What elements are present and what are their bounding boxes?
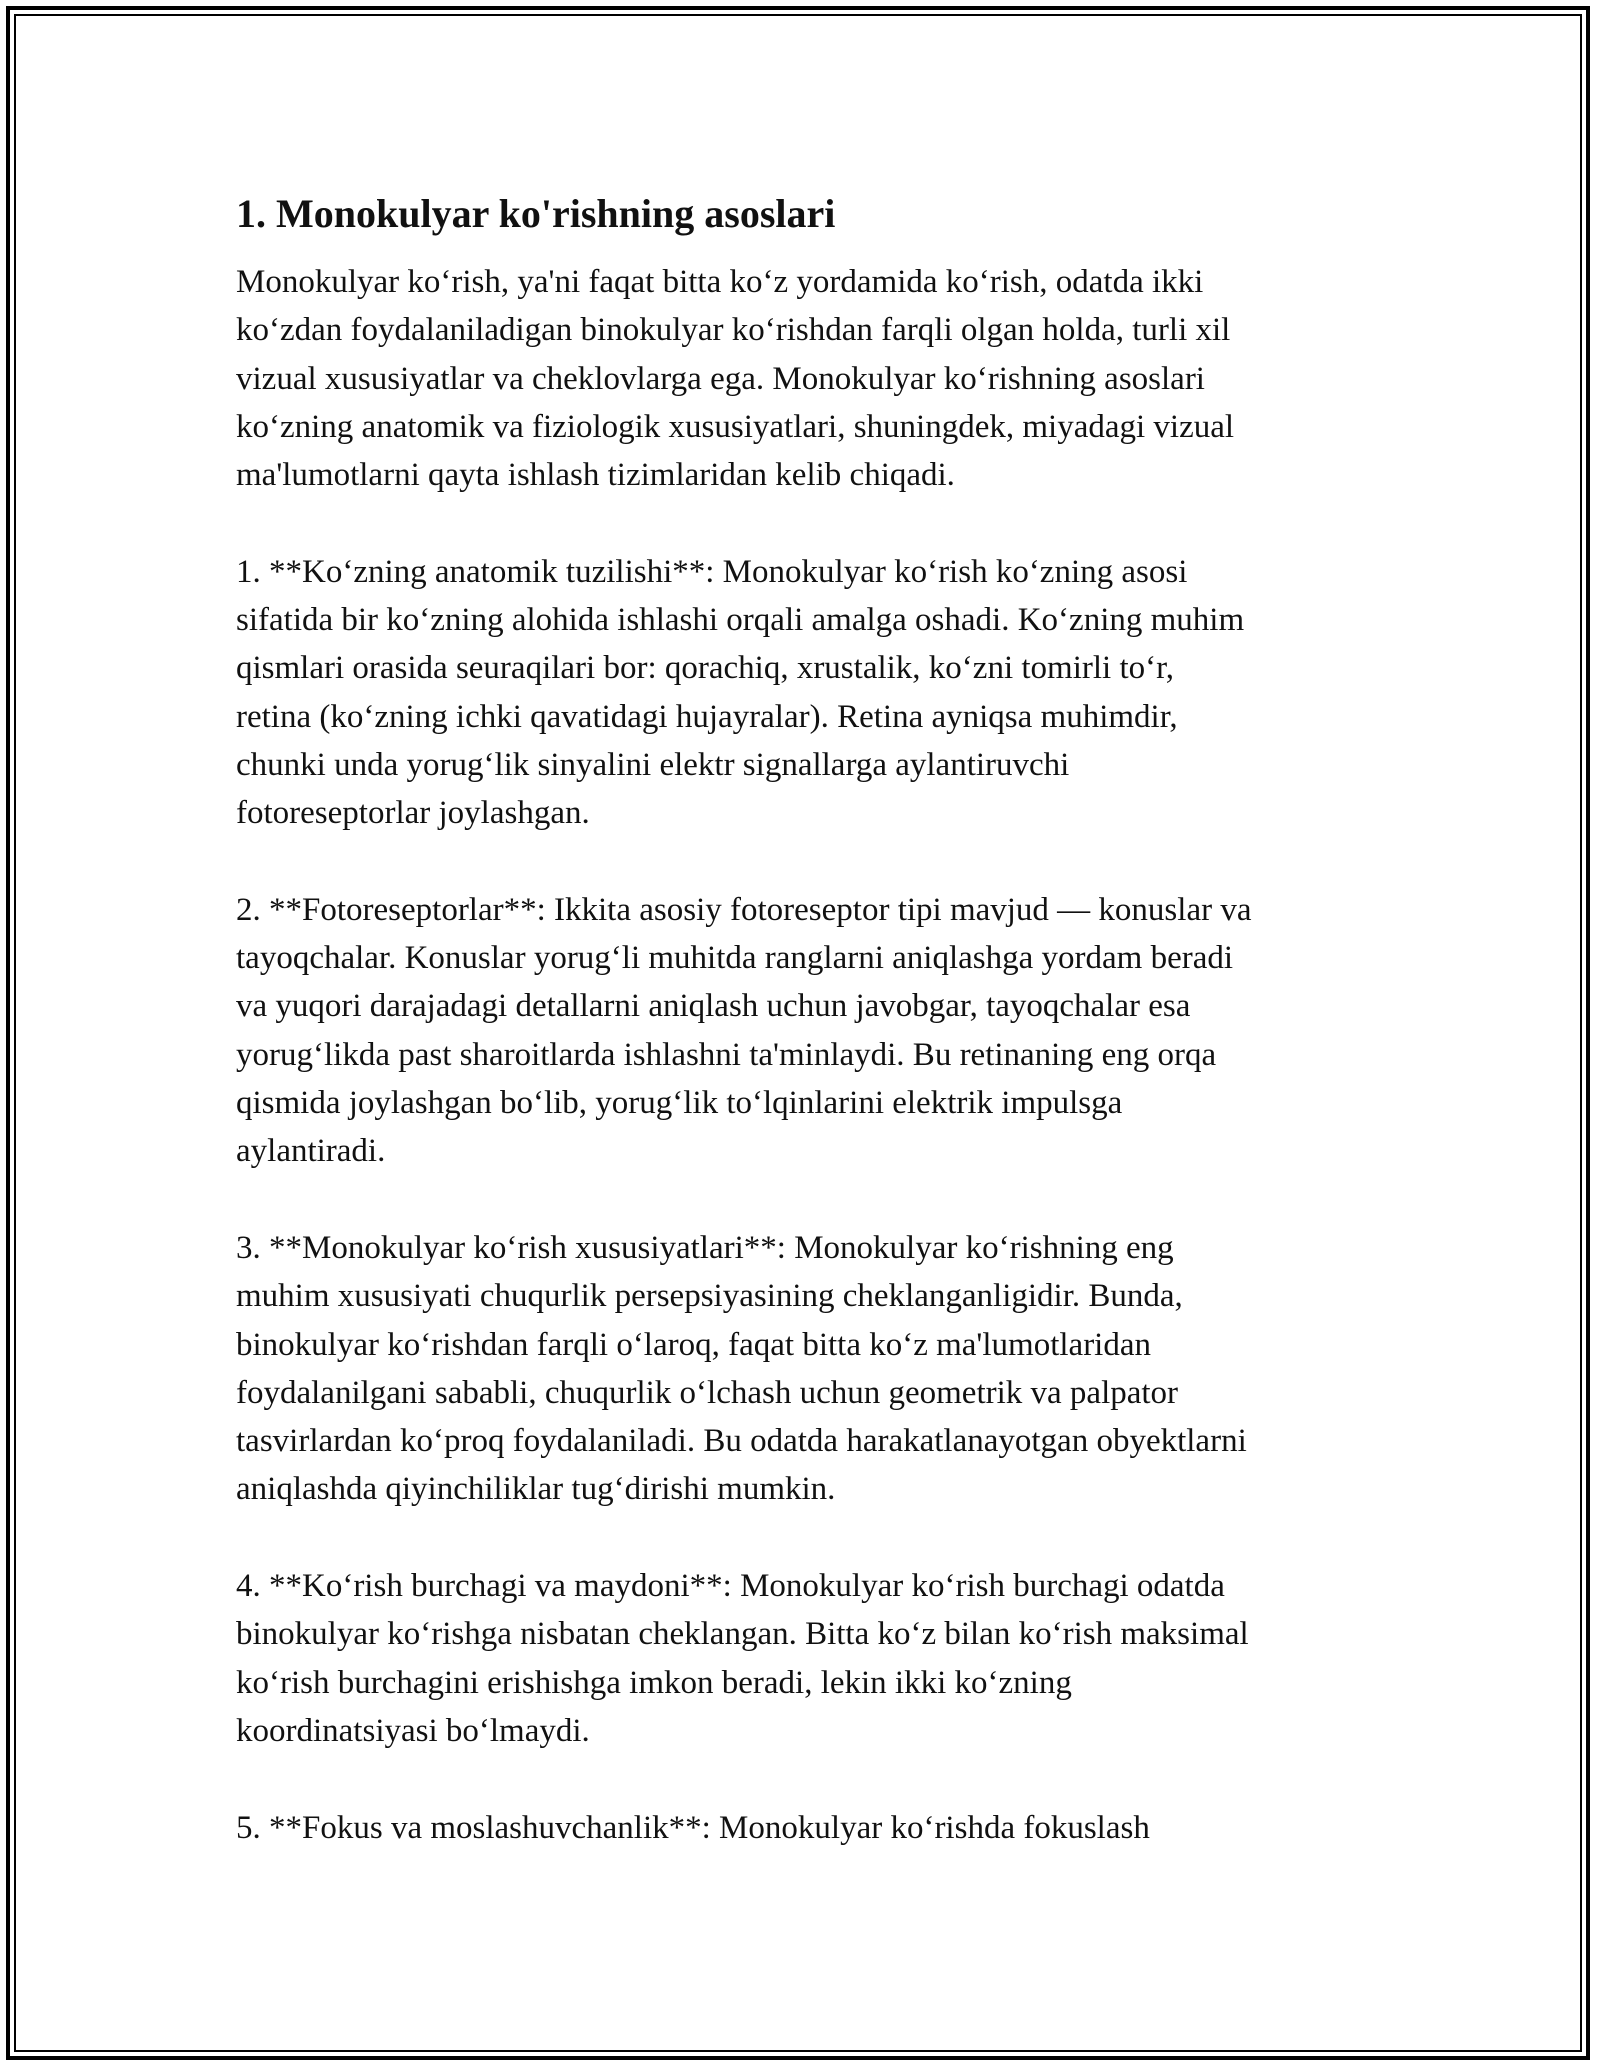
paragraph-line: 5. **Fokus va moslashuvchanlik**: Monokulyar ko‘rishda fokuslash: [236, 1809, 1150, 1846]
paragraph-line: tasvirlardan ko‘proq foydalaniladi. Bu odatda harakatlanayotgan obyektlarni: [236, 1423, 1247, 1460]
paragraph-line: muhim xususiyati chuqurlik persepsiyasining cheklanganligidir. Bunda,: [236, 1278, 1183, 1315]
paragraph-line: ko‘zning anatomik va fiziologik xususiyatlari, shuningdek, miyadagi vizual: [236, 408, 1235, 445]
paragraph-line: fotoreseptorlar joylashgan.: [236, 795, 590, 832]
paragraph-line: va yuqori darajadagi detallarni aniqlash uchun javobgar, tayoqchalar esa: [236, 988, 1191, 1025]
paragraph-line: aniqlashda qiyinchiliklar tug‘dirishi mumkin.: [236, 1471, 836, 1508]
paragraph-line: chunki unda yorug‘lik sinyalini elektr signallarga aylantiruvchi: [236, 746, 1070, 783]
paragraph-line: aylantiradi.: [236, 1133, 386, 1170]
paragraph-line: ko‘rish burchagini erishishga imkon beradi, lekin ikki ko‘zning: [236, 1664, 1072, 1701]
body-paragraph: [236, 258, 1376, 499]
paragraph-line: foydalanilgani sababli, chuqurlik o‘lchash uchun geometrik va palpator: [236, 1374, 1179, 1411]
paragraph-line: koordinatsiyasi bo‘lmaydi.: [236, 1712, 590, 1749]
body-paragraph: [236, 886, 1376, 1176]
body-paragraph: [236, 1224, 1376, 1514]
paragraph-line: 2. **Fotoreseptorlar**: Ikkita asosiy fotoreseptor tipi mavjud — konuslar va: [236, 891, 1252, 928]
body-paragraph: [236, 1804, 1376, 1852]
paragraph-line: binokulyar ko‘rishga nisbatan cheklangan. Bitta ko‘z bilan ko‘rish maksimal: [236, 1616, 1249, 1653]
body-paragraph: [236, 1562, 1376, 1755]
paragraph-line: tayoqchalar. Konuslar yorug‘li muhitda ranglarni aniqlashga yordam beradi: [236, 940, 1234, 977]
paragraph-line: 1. **Ko‘zning anatomik tuzilishi**: Monokulyar ko‘rish ko‘zning asosi: [236, 553, 1188, 590]
paragraph-line: 3. **Monokulyar ko‘rish xususiyatlari**: Monokulyar ko‘rishning eng: [236, 1229, 1174, 1266]
paragraph-line: binokulyar ko‘rishdan farqli o‘laroq, faqat bitta ko‘z ma'lumotlaridan: [236, 1326, 1151, 1363]
paragraph-line: 4. **Ko‘rish burchagi va maydoni**: Monokulyar ko‘rish burchagi odatda: [236, 1568, 1225, 1605]
document-body: [236, 258, 1376, 1852]
paragraph-line: vizual xususiyatlar va cheklovlarga ega. Monokulyar ko‘rishning asoslari: [236, 360, 1205, 397]
paragraph-line: Monokulyar ko‘rish, ya'ni faqat bitta ko‘z yordamida ko‘rish, odatda ikki: [236, 264, 1204, 300]
paragraph-line: qismlari orasida seuraqilari bor: qorachiq, xrustalik, ko‘zni tomirli to‘r,: [236, 650, 1175, 687]
paragraph-line: qismida joylashgan bo‘lib, yorug‘lik to‘lqinlarini elektrik impulsga: [236, 1085, 1123, 1122]
paragraph-line: ko‘zdan foydalaniladigan binokulyar ko‘rishdan farqli olgan holda, turli xil: [236, 312, 1231, 349]
paragraph-line: yorug‘likda past sharoitlarda ishlashni ta'minlaydi. Bu retinaning eng orqa: [236, 1036, 1217, 1073]
paragraph-line: retina (ko‘zning ichki qavatidagi hujayralar). Retina ayniqsa muhimdir,: [236, 698, 1178, 735]
paragraph-line: ma'lumotlarni qayta ishlash tizimlaridan kelib chiqadi.: [236, 457, 955, 494]
document-title: 1. Monokulyar ko'rishning asoslari: [236, 191, 836, 236]
body-paragraph: [236, 548, 1376, 838]
document-page: [236, 186, 1376, 1900]
paragraph-line: sifatida bir ko‘zning alohida ishlashi orqali amalga oshadi. Ko‘zning muhim: [236, 602, 1245, 639]
